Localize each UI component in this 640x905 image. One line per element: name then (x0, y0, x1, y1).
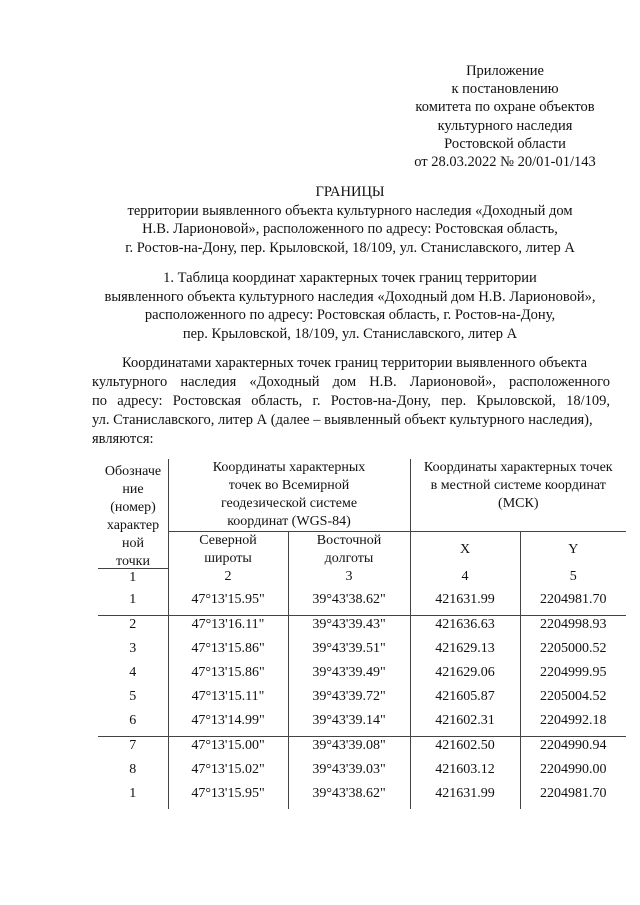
table-row (98, 591, 626, 616)
title-line: территории выявленного объекта культурного наследия «Доходный дом (127, 202, 573, 219)
header-line: ние (122, 482, 144, 497)
table-row (98, 761, 626, 785)
x-coord: 421602.31 (410, 712, 520, 737)
word: Ростов-на-Дону, (330, 393, 431, 409)
word: Н.В. (369, 374, 397, 390)
column-index: 2 (168, 568, 288, 591)
point-number: 1 (129, 591, 137, 607)
header-line: ной (122, 536, 144, 551)
y-coord: 2204998.93 (520, 615, 626, 640)
msk-header-line: (МСК) (498, 496, 539, 511)
east-header (288, 532, 410, 569)
word: Ростовская (172, 393, 242, 409)
east-lon: 39°43'38.62" (288, 591, 410, 616)
section-line: расположенного по адресу: Ростовская область, г. Ростов-на-Дону, (144, 307, 556, 324)
y-header: Y (520, 532, 626, 569)
north-lat: 47°13'15.86" (168, 640, 288, 664)
north-lat: 47°13'14.99" (168, 712, 288, 737)
point-number: 6 (129, 712, 137, 728)
title-line: г. Ростов-на-Дону, пер. Крыловской, 18/109, ул. Станиславского, литер А (125, 239, 575, 256)
point-number: 1 (129, 785, 137, 801)
x-coord: 421605.87 (410, 688, 520, 712)
y-coord: 2204990.00 (520, 761, 626, 785)
msk-header (410, 459, 626, 532)
body-paragraph (92, 354, 610, 449)
word: по (92, 393, 108, 409)
subheader-line: долготы (324, 551, 374, 566)
east-lon: 39°43'38.62" (288, 785, 410, 809)
column-index: 1 (129, 569, 137, 585)
north-lat: 47°13'15.02" (168, 761, 288, 785)
point-number: 5 (129, 688, 137, 704)
y-coord: 2205000.52 (520, 640, 626, 664)
east-lon: 39°43'39.51" (288, 640, 410, 664)
word: 18/109, (566, 393, 610, 409)
word: область, (251, 393, 303, 409)
word: Ларионовой», (409, 374, 496, 390)
north-lat: 47°13'16.11" (168, 615, 288, 640)
header-line: (номер) (110, 500, 156, 515)
column-index: 3 (288, 568, 410, 591)
title-heading: ГРАНИЦЫ (315, 184, 385, 200)
paragraph-line: являются: (92, 431, 154, 447)
subheader-line: Северной (199, 533, 257, 548)
north-lat: 47°13'15.11" (168, 688, 288, 712)
east-lon: 39°43'39.49" (288, 664, 410, 688)
word: адресу: (117, 393, 163, 409)
word: «Доходный (249, 374, 320, 390)
wgs-header-line: Координаты характерных (212, 460, 366, 475)
x-coord: 421629.13 (410, 640, 520, 664)
north-header (168, 532, 288, 569)
table-row (98, 664, 626, 688)
word: культурного (92, 374, 168, 390)
column-index: 5 (520, 568, 626, 591)
table-row (98, 615, 626, 640)
appendix-line: комитета по охране объектов (415, 99, 595, 116)
subheader-line: широты (204, 551, 252, 566)
x-coord: 421631.99 (410, 591, 520, 616)
word: Крыловской, (476, 393, 556, 409)
point-number-header-text (98, 463, 168, 571)
north-lat: 47°13'15.86" (168, 664, 288, 688)
east-lon: 39°43'39.14" (288, 712, 410, 737)
section-line: выявленного объекта культурного наследия «Доходный дом Н.В. Ларионовой», (104, 288, 596, 305)
table-row (98, 688, 626, 712)
y-coord: 2204981.70 (520, 785, 626, 809)
subheader-line: Восточной (316, 533, 382, 548)
wgs-header-line: точек во Всемирной (228, 478, 350, 493)
column-index: 4 (410, 568, 520, 591)
column-index-row (98, 568, 626, 591)
header-line: Обозначе (104, 464, 162, 479)
x-header: X (410, 532, 520, 569)
section-line: пер. Крыловской, 18/109, ул. Станиславского, литер А (182, 325, 518, 342)
table-header-row (98, 459, 626, 532)
section-heading (70, 269, 630, 343)
document-title (70, 183, 630, 257)
x-coord: 421602.50 (410, 736, 520, 761)
section-line: 1. Таблица координат характерных точек границ территории (163, 270, 537, 286)
east-lon: 39°43'39.03" (288, 761, 410, 785)
appendix-line: от 28.03.2022 № 20/01-01/143 (414, 154, 596, 171)
word: г. (312, 393, 321, 409)
point-number: 2 (98, 615, 168, 640)
table-subheader-row (98, 532, 626, 569)
x-coord: 421636.63 (410, 615, 520, 640)
east-lon: 39°43'39.72" (288, 688, 410, 712)
appendix-line: Ростовской области (444, 135, 566, 152)
appendix-block (380, 62, 630, 171)
y-coord: 2205004.52 (520, 688, 626, 712)
paragraph-line: ул. Станиславского, литер А (далее – выявленный объект культурного наследия), (92, 412, 593, 428)
word: наследия (180, 374, 237, 390)
point-number: 3 (129, 640, 137, 656)
appendix-line: культурного наследия (437, 117, 573, 134)
north-lat: 47°13'15.95" (168, 591, 288, 616)
east-lon: 39°43'39.43" (288, 615, 410, 640)
paragraph-line (92, 392, 610, 411)
wgs-header-line: геодезической системе (220, 496, 358, 511)
north-lat: 47°13'15.00" (168, 736, 288, 761)
y-coord: 2204992.18 (520, 712, 626, 737)
x-coord: 421631.99 (410, 785, 520, 809)
paragraph-line: Координатами характерных точек границ территории выявленного объекта (122, 355, 588, 371)
wgs-header-line: координат (WGS-84) (227, 514, 351, 529)
table-row (98, 736, 626, 761)
msk-header-line: в местной системе координат (430, 478, 606, 493)
x-coord: 421603.12 (410, 761, 520, 785)
word: пер. (441, 393, 467, 409)
y-coord: 2204990.94 (520, 736, 626, 761)
point-number: 8 (129, 761, 137, 777)
paragraph-line (92, 373, 610, 392)
title-line: Н.В. Ларионовой», расположенного по адресу: Ростовская область, (142, 221, 558, 238)
header-line: точки (116, 554, 150, 569)
point-number: 4 (129, 664, 137, 680)
msk-header-line: Координаты характерных точек (423, 460, 613, 475)
appendix-line: Приложение (466, 63, 544, 79)
east-lon: 39°43'39.08" (288, 736, 410, 761)
y-coord: 2204999.95 (520, 664, 626, 688)
table-row (98, 785, 626, 809)
point-number: 7 (98, 736, 168, 761)
header-line: характер (106, 518, 160, 533)
coordinates-table (98, 459, 626, 809)
word: дом (332, 374, 357, 390)
y-coord: 2204981.70 (520, 591, 626, 616)
word: расположенного (509, 374, 610, 390)
wgs-header (168, 459, 410, 532)
table-row (98, 640, 626, 664)
x-coord: 421629.06 (410, 664, 520, 688)
north-lat: 47°13'15.95" (168, 785, 288, 809)
appendix-line: к постановлению (451, 81, 559, 98)
table-row (98, 712, 626, 737)
